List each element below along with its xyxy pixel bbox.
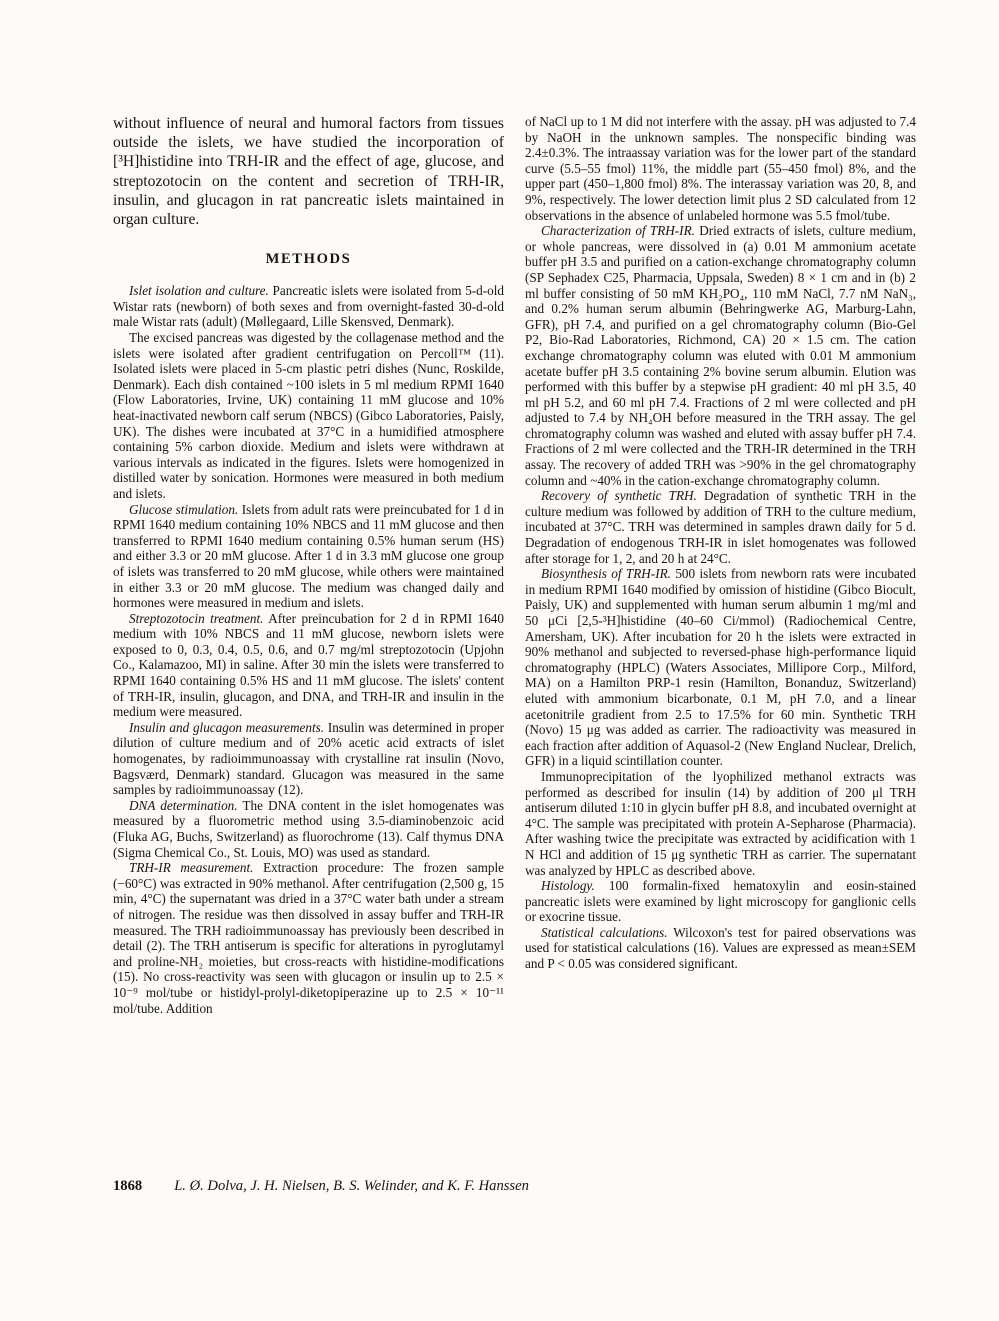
left-column [113,114,504,1016]
paragraph [525,878,916,925]
intro-paragraph: without influence of neural and humoral factors from tissues outside the islets, we have studied the incorporation of [³H]histidine into TRH-IR and the effect of age, glucose, and streptozotocin on the content and secretion of TRH-IR, insulin, and glucagon in rat pancreatic islets maintained in organ culture. [113,115,504,229]
paragraph-text: Immunoprecipitation of the lyophilized methanol extracts was performed as described for insulin (14) by addition of 200 μl TRH antiserum diluted 1:10 in glycin buffer pH 8.8, and incubated overnight at 4°C. The sample was precipitated with protein A-Sepharose (Pharmacia). After washing twice the precipitate was extracted by acidification with 1 N HCl and addition of 15 μg synthetic TRH as carrier. The supernatant was analyzed by HPLC as described above. [525,768,916,878]
paragraph-text: Wilcoxon's test for paired observations was used for statistical calculations (16). Values are expressed as mean±SEM and P < 0.05 was considered significant. [525,924,916,972]
paragraph-lead: Insulin and glucagon measurements. [129,719,325,735]
paragraph-lead: Glucose stimulation. [129,501,239,517]
paragraph-lead: Histology. [541,878,595,894]
paragraph-lead: Streptozotocin treatment. [129,610,264,626]
paragraph [113,860,504,1016]
paragraph [113,611,504,720]
paragraph [525,769,916,878]
paragraph-text: Pancreatic islets were isolated from 5-d-old Wistar rats (newborn) of both sexes and from overnight-fasted 30-d-old male Wistar rats (adult) (Møllegaard, Lille Skensved, Denmark). [113,283,505,330]
paragraph-text: The DNA content in the islet homogenates was measured by a fluorometric method using 3.5-diaminobenzoic acid (Fluka AG, Buchs, Switzerland) as fluorochrome (13). Calf thymus DNA (Sigma Chemical Co., St. Louis, MO) was used as standard. [113,797,505,860]
paragraph-lead: DNA determination. [129,797,238,813]
paragraph [525,566,916,769]
methods-heading: METHODS [265,251,352,268]
paragraph-text: 500 islets from newborn rats were incubated in medium RPMI 1640 modified by omission of histidine (Gibco Biocult, Paisly, UK) and supplemented with human serum albumin 1 mg/ml and 50 μCi [2,5-³H]histidine (40–60 Ci/mmol) (Radiochemical Centre, Amersham, UK). After incubation for 20 h the islets were extracted in 90% methanol and subjected to reversed-phase high-performance liquid chromatography (HPLC) (Waters Associates, Millipore Corp., Milford, MA) on a Hamilton PRP-1 resin (Hamilton, Bonanduz, Switzerland) eluted with ammonium bicarbonate, 0.1 M, pH 7.0, and a linear acetonitrile gradient from 2.5 to 17.5% for 60 min. Synthetic TRH (Novo) 15 μg was added as carrier. The radioactivity was measured in each fraction after addition of Aquasol-2 (New England Nuclear, Drelich, GFR) in a liquid scintillation counter. [525,566,917,769]
paragraph-text: Extraction procedure: The frozen sample (−60°C) was extracted in 90% methanol. After centrifugation (2,500 g, 15 min, 4°C) the supernatant was dried in a 37°C water bath under a stream of nitrogen. The residue was then dissolved in assay buffer and TRH-IR measured. The TRH radioimmunoassay has previously been described in detail (2). The TRH antiserum is specific for alterations in pyroglutamyl and proline-NH₂ moieties, but cross-reacts with histidine-modifications (15). No cross-reactivity was seen with glucagon or insulin up to 2.5 × 10⁻⁹ mol/tube or histidyl-prolyl-diketopiperazine up to 2.5 × 10⁻¹¹ mol/tube. Addition [113,860,504,1016]
paragraph [113,502,504,611]
paragraph-text: After preincubation for 2 d in RPMI 1640 medium with 10% NBCS and 11 mM glucose, newborn islets were exposed to 0, 0.3, 0.4, 0.5, 0.6, and 0.7 mg/ml streptozotocin (Upjohn Co., Kalamazoo, MI) in saline. After 30 min the islets were transferred to RPMI 1640 containing 0.5% HS and 11 mM glucose. The islets' content of TRH-IR, insulin, glucagon, and DNA, and TRH-IR and insulin in the medium were measured. [113,610,504,720]
footer-authors: L. Ø. Dolva, J. H. Nielsen, B. S. Welinder, and K. F. Hanssen [174,1178,529,1194]
paragraph [525,488,916,566]
paragraph [525,114,916,223]
paragraph-lead: TRH-IR measurement. [129,860,254,876]
paragraph-lead: Islet isolation and culture. [129,283,269,299]
paragraph [525,223,916,488]
paragraph-lead: Characterization of TRH-IR. [541,223,695,239]
paragraph [525,925,916,972]
paragraph-lead: Statistical calculations. [541,924,668,940]
paragraph [113,330,504,502]
paragraph-text: Insulin was determined in proper dilution of culture medium and of 20% acetic acid extracts of islet homogenates, by radioimmunoassay with crystalline rat insulin (Novo, Bagsværd, Denmark) standard. Glucagon was measured in the same samples by radioimmunoassay (12). [113,719,505,798]
paragraph [113,798,504,860]
paragraph [113,720,504,798]
paragraph-text: 100 formalin-fixed hematoxylin and eosin-stained pancreatic islets were examined by light microscopy for ganglionic cells or exocrine tissue. [525,878,916,925]
paragraph-text: of NaCl up to 1 M did not interfere with the assay. pH was adjusted to 7.4 by NaOH in the unknown samples. The nonspecific binding was 2.4±0.3%. The intraassay variation was for the lower part of the standard curve (5.5–55 fmol) 11%, the middle part (55–450 fmol) 8%, and the upper part (450–1,800 fmol) 8%. The interassay variation was 20, 8, and 9%, respectively. The lower detection limit plus 2 SD calculated from 12 observations in the absence of unlabeled hormone was 5.5 fmol/tube. [525,114,916,223]
paragraph-text: Dried extracts of islets, culture medium, or whole pancreas, were dissolved in (a) 0.01 M ammonium acetate buffer pH 3.5 and purified on a cation-exchange chromatography column (SP Sephadex C25, Pharmacia, Uppsala, Sweden) 8 × 1 cm and in (b) 2 ml buffer consisting of 50 mM KH₂PO₄, 110 mM NaCl, 7.7 nM NaN₃, and 0.2% human serum albumin (Behringwerke AG, Marburg-Lahn, GFR), pH 7.4, and purified on a gel chromatography column (Bio-Gel P2, Bio-Rad Laboratories, Richmond, CA) 20 × 1.5 cm. The cation exchange chromatography column was eluted with 0.01 M ammonium acetate buffer pH 3.5 containing 2% bovine serum albumin. Elution was performed with this buffer by a stepwise pH gradient: 40 ml pH 3.5, 40 ml pH 5.2, and 60 ml pH 7.4. Fractions of 2 ml were collected and pH adjusted to 7.4 by NH₄OH before measured in the TRH assay. The gel chromatography column was washed and eluted with assay buffer pH 7.4. Fractions of 2 ml were collected and the TRH-IR determined in the TRH assay. The recovery of added TRH was >90% in the gel chromatography column and ~40% in the cation-exchange chromatography column. [525,223,916,488]
paragraph [113,283,504,330]
paragraph-lead: Biosynthesis of TRH-IR. [541,566,671,582]
paragraph-text: Degradation of synthetic TRH in the culture medium was followed by addition of TRH to the culture medium, incubated at 37°C. TRH was determined in samples drawn daily for 5 d. Degradation of endogenous TRH-IR in islet homogenates was followed after storage for 1, 2, and 20 h at 24°C. [525,488,917,566]
right-column [525,114,916,972]
two-column-body [113,114,916,1016]
page-footer [113,1178,529,1195]
paragraph-text: The excised pancreas was digested by the collagenase method and the islets were isolated after gradient centrifugation on Percoll™ (11). Isolated islets were placed in 5-cm plastic petri dishes (Nunc, Roskilde, Denmark). Each dish contained ~100 islets in 5 ml medium RPMI 1640 (Flow Laboratories, Irvine, UK) containing 11 mM glucose and 10% heat-inactivated newborn calf serum (NBCS) (Gibco Laboratories, Paisly, UK). The dishes were incubated at 37°C in a humidified atmosphere containing 5% carbon dioxide. Medium and islets were withdrawn at various intervals as indicated in the figures. Islets were homogenized in distilled water by sonication. Hormones were measured in both medium and islets. [113,330,504,501]
paragraph-text: Islets from adult rats were preincubated for 1 d in RPMI 1640 medium containing 10% NBCS and 11 mM glucose and then transferred to RPMI 1640 medium containing 0.5% human serum (HS) and either 3.3 or 20 mM glucose. After 1 d in 3.3 mM glucose one group of islets was transferred to 20 mM glucose, while others were maintained in either 3.3 or 20 mM glucose. The medium was changed daily and hormones were measured in medium and islets. [113,501,504,611]
page-number: 1868 [113,1178,143,1194]
paragraph-lead: Recovery of synthetic TRH. [541,488,697,504]
